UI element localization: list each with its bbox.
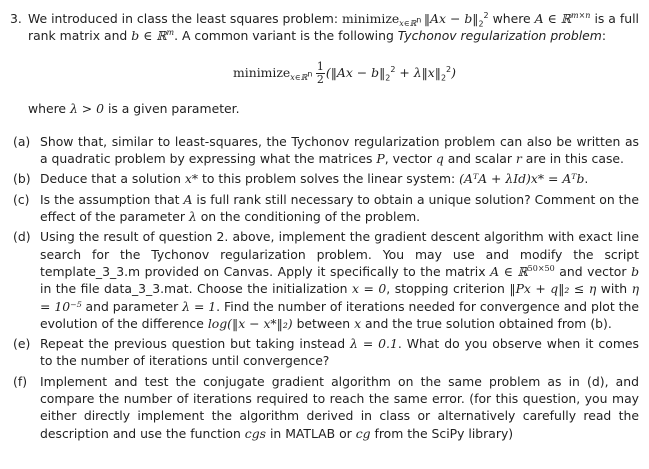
part-label: (a) <box>13 133 31 149</box>
question-parts <box>10 133 639 442</box>
part-text: Deduce that a solution x* to this problem solves the linear system: (AᵀA + λId)x* = Aᵀb. <box>40 171 589 187</box>
part-d <box>10 228 639 332</box>
one-half-fraction: $\frac{1}{2}$ <box>316 59 324 86</box>
part-a <box>10 133 639 168</box>
part-label: (f) <box>13 373 28 389</box>
part-label: (c) <box>13 191 30 207</box>
part-text: Implement and test the conjugate gradient algorithm on the same problem as in (d), and compare the number of iterations required to reach the same error. (for this question, you may either directly implement the algorithm derived in class or alternatively carefully read the description and use the function cgs in MATLAB or cg from the SciPy library) <box>40 373 639 441</box>
part-text: Show that, similar to least-squares, the Tychonov regularization problem can also be written as a quadratic problem by expressing what the matrices P, vector q and scalar r are in this case. <box>40 133 639 167</box>
part-label: (e) <box>13 336 31 352</box>
part-label: (d) <box>13 229 31 245</box>
problem-number: 3. <box>10 11 22 26</box>
part-b <box>10 170 639 187</box>
part-f <box>10 373 639 442</box>
where-clause: where λ > 0 is a given parameter. <box>28 100 240 116</box>
part-text: Is the assumption that A is full rank still necessary to obtain a unique solution? Comment on the effect of the parameter λ on the conditioning of the problem. <box>40 191 640 225</box>
variant-name: Tychonov regularization problem <box>397 28 602 44</box>
problem-statement <box>10 10 639 45</box>
problem-intro: We introduced in class the least squares problem: minimize$_{x\in ℝ^n}$ ‖Ax − $b‖_2^2$ where A ∈ ℝ$^{m\times n}$ is a full rank matrix and b ∈ ℝ$^m$. A common variant is the following Tychonov regularization problem: <box>28 10 639 44</box>
part-text: Repeat the previous question but taking instead λ = 0.1. What do you observe when it comes to the number of iterations until convergence? <box>40 336 639 369</box>
part-text: Using the result of question 2. above, implement the gradient descent algorithm with exact line search for the Tychonov regularization problem. You may use and modify the script template_3_3.m provided on Canvas. Apply it specifically to the matrix A ∈ ℝ$^{50\times 50}$ and vector b in the file data_3_3.mat. Choose the initialization x = 0, stopping criterion ‖Px + q‖₂ ≤ η with η = 10⁻⁵ and parameter λ = 1. Find the number of iterations needed for convergence and plot the evolution of the difference log(‖x − x*‖₂) between x and the true solution obtained from (b). <box>40 229 640 331</box>
tychonov-equation: minimize$_{x\in ℝ^n}$ $\frac{1}{2}$ (‖Ax − $b‖_2^2$ + $\lambda‖x‖_2^2$) <box>233 59 456 86</box>
part-c <box>10 191 639 226</box>
part-e <box>10 335 639 370</box>
part-label: (b) <box>13 171 31 187</box>
